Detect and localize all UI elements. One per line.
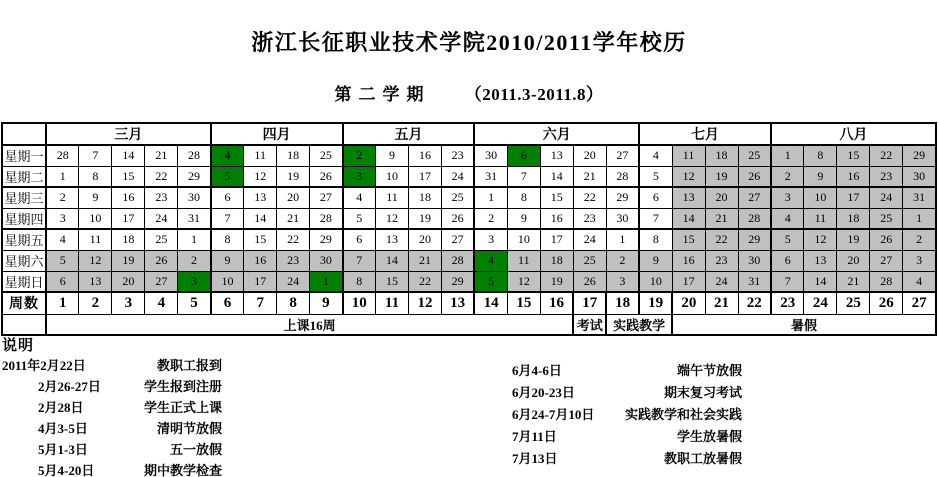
date-cell: 30 (474, 145, 507, 166)
date-cell: 29 (178, 166, 211, 187)
date-cell: 1 (771, 145, 804, 166)
date-cell: 26 (870, 229, 903, 250)
notes-left-column (2, 354, 222, 477)
note-description: 五一放假 (169, 442, 222, 457)
date-cell: 15 (376, 271, 409, 292)
week-number-cell: 2 (79, 292, 112, 314)
date-cell: 3 (606, 271, 639, 292)
notes-heading: 说明 (2, 338, 35, 354)
date-cell: 15 (672, 229, 705, 250)
date-cell: 22 (573, 187, 606, 208)
date-cell: 27 (870, 250, 903, 271)
note-line (512, 402, 742, 424)
date-cell: 12 (672, 166, 705, 187)
date-cell: 31 (474, 166, 507, 187)
date-cell: 14 (244, 208, 277, 229)
date-cell: 13 (672, 187, 705, 208)
date-cell: 27 (310, 187, 343, 208)
note-description: 期中教学检查 (143, 463, 222, 477)
date-cell: 30 (903, 166, 936, 187)
date-cell: 24 (277, 271, 310, 292)
note-date: 2月28日 (38, 400, 84, 415)
date-cell: 20 (705, 187, 738, 208)
date-cell: 18 (705, 145, 738, 166)
week-number-cell: 1 (46, 292, 79, 314)
date-cell: 25 (441, 187, 474, 208)
note-date: 6月4-6日 (512, 362, 562, 378)
date-cell: 7 (343, 250, 376, 271)
day-label: 星期四 (2, 208, 46, 229)
date-cell: 9 (639, 250, 672, 271)
note-line (2, 396, 222, 417)
holiday-date-cell: 1 (310, 271, 343, 292)
date-cell: 20 (408, 229, 441, 250)
week-number-cell: 14 (474, 292, 507, 314)
date-cell: 21 (705, 208, 738, 229)
date-cell: 10 (507, 229, 540, 250)
date-cell: 4 (771, 208, 804, 229)
date-cell: 4 (903, 271, 936, 292)
holiday-date-cell: 4 (211, 145, 244, 166)
date-cell: 1 (606, 229, 639, 250)
phase-row-label (2, 314, 46, 335)
day-label: 星期二 (2, 166, 46, 187)
phase-cell: 上课16周 (46, 314, 573, 335)
note-description: 学生正式上课 (143, 400, 222, 415)
date-cell: 26 (573, 271, 606, 292)
date-cell: 30 (738, 250, 771, 271)
month-header-cell: 六月 (474, 123, 639, 145)
date-cell: 29 (310, 229, 343, 250)
date-cell: 11 (79, 229, 112, 250)
date-cell: 4 (639, 145, 672, 166)
date-cell: 23 (870, 166, 903, 187)
week-number-cell: 7 (244, 292, 277, 314)
note-line (2, 459, 222, 477)
date-cell: 29 (903, 145, 936, 166)
date-cell: 27 (738, 187, 771, 208)
date-cell: 13 (376, 229, 409, 250)
date-cell: 21 (145, 145, 178, 166)
date-cell: 25 (145, 229, 178, 250)
date-cell: 5 (771, 229, 804, 250)
week-number-cell: 15 (507, 292, 540, 314)
phase-cell: 暑假 (672, 314, 936, 335)
date-cell: 6 (639, 187, 672, 208)
day-label: 星期六 (2, 250, 46, 271)
date-cell: 6 (343, 229, 376, 250)
date-cell: 12 (376, 208, 409, 229)
date-cell: 24 (573, 229, 606, 250)
day-label: 星期日 (2, 271, 46, 292)
note-line (2, 375, 222, 396)
date-cell: 20 (277, 187, 310, 208)
date-range-label: （2011.3-2011.8） (464, 85, 604, 104)
date-cell: 28 (310, 208, 343, 229)
date-cell: 17 (112, 208, 145, 229)
week-number-cell: 8 (277, 292, 310, 314)
date-cell: 6 (771, 250, 804, 271)
note-line (512, 424, 742, 446)
day-label: 星期五 (2, 229, 46, 250)
date-cell: 1 (178, 229, 211, 250)
date-cell: 31 (903, 187, 936, 208)
note-description: 期末复习考试 (663, 384, 742, 400)
note-description: 教职工放暑假 (663, 450, 742, 466)
note-description: 实践教学和社会实践 (624, 406, 742, 422)
date-cell: 7 (639, 208, 672, 229)
semester-label: 第二学期 (334, 85, 431, 104)
date-cell: 5 (343, 208, 376, 229)
note-line (2, 354, 222, 375)
date-cell: 24 (870, 187, 903, 208)
holiday-date-cell: 5 (474, 271, 507, 292)
note-date: 7月13日 (512, 450, 558, 466)
note-date: 2011年2月22日 (2, 358, 86, 373)
week-row-label: 周数 (2, 292, 46, 314)
date-cell: 22 (277, 229, 310, 250)
date-cell: 28 (178, 145, 211, 166)
date-cell: 12 (507, 271, 540, 292)
note-description: 学生放暑假 (676, 428, 742, 444)
date-cell: 8 (211, 229, 244, 250)
date-cell: 16 (244, 250, 277, 271)
date-cell: 18 (112, 229, 145, 250)
week-number-cell: 4 (145, 292, 178, 314)
date-cell: 16 (112, 187, 145, 208)
date-cell: 19 (540, 271, 573, 292)
note-description: 学生报到注册 (143, 379, 222, 394)
date-cell: 16 (672, 250, 705, 271)
date-cell: 10 (376, 166, 409, 187)
date-cell: 27 (441, 229, 474, 250)
holiday-date-cell: 6 (507, 145, 540, 166)
note-date: 6月24-7月10日 (512, 406, 595, 422)
date-cell: 7 (507, 166, 540, 187)
date-cell: 18 (277, 145, 310, 166)
date-cell: 10 (639, 271, 672, 292)
date-cell: 8 (507, 187, 540, 208)
date-cell: 13 (540, 145, 573, 166)
note-date: 5月1-3日 (38, 442, 88, 457)
date-cell: 28 (606, 166, 639, 187)
date-cell: 23 (573, 208, 606, 229)
date-cell: 7 (79, 145, 112, 166)
week-number-cell: 26 (870, 292, 903, 314)
date-cell: 2 (178, 250, 211, 271)
date-cell: 8 (79, 166, 112, 187)
date-cell: 3 (474, 229, 507, 250)
date-cell: 23 (705, 250, 738, 271)
week-number-cell: 23 (771, 292, 804, 314)
date-cell: 8 (639, 229, 672, 250)
date-cell: 11 (804, 208, 837, 229)
date-cell: 22 (870, 145, 903, 166)
date-cell: 4 (46, 229, 79, 250)
month-header-cell: 七月 (639, 123, 771, 145)
date-cell: 26 (441, 208, 474, 229)
date-cell: 21 (573, 166, 606, 187)
corner-cell (2, 123, 46, 145)
date-cell: 2 (771, 166, 804, 187)
date-cell: 23 (145, 187, 178, 208)
date-cell: 27 (606, 145, 639, 166)
holiday-date-cell: 4 (474, 250, 507, 271)
date-cell: 13 (79, 271, 112, 292)
date-cell: 26 (310, 166, 343, 187)
week-number-cell: 25 (837, 292, 870, 314)
date-cell: 2 (474, 208, 507, 229)
notes-right-column (512, 358, 742, 468)
date-cell: 3 (903, 250, 936, 271)
note-description: 清明节放假 (156, 421, 222, 436)
date-cell: 28 (441, 250, 474, 271)
week-number-cell: 20 (672, 292, 705, 314)
date-cell: 21 (277, 208, 310, 229)
phase-cell: 考试 (573, 314, 606, 335)
date-cell: 25 (870, 208, 903, 229)
phase-cell: 实践教学 (606, 314, 672, 335)
date-cell: 10 (804, 187, 837, 208)
date-cell: 11 (376, 187, 409, 208)
date-cell: 16 (408, 145, 441, 166)
note-line (2, 417, 222, 438)
week-number-cell: 17 (573, 292, 606, 314)
calendar-table (1, 122, 937, 336)
day-label: 星期一 (2, 145, 46, 166)
date-cell: 15 (244, 229, 277, 250)
note-description: 端午节放假 (676, 362, 742, 378)
date-cell: 15 (112, 166, 145, 187)
date-cell: 25 (738, 145, 771, 166)
note-date: 5月4-20日 (38, 463, 95, 477)
date-cell: 9 (804, 166, 837, 187)
date-cell: 11 (507, 250, 540, 271)
date-cell: 26 (738, 166, 771, 187)
date-cell: 10 (211, 271, 244, 292)
date-cell: 11 (244, 145, 277, 166)
date-cell: 6 (211, 187, 244, 208)
week-number-cell: 13 (441, 292, 474, 314)
page-title: 浙江长征职业技术学院2010/2011学年校历 (251, 30, 687, 55)
date-cell: 12 (804, 229, 837, 250)
week-number-cell: 10 (343, 292, 376, 314)
date-cell: 13 (244, 187, 277, 208)
date-cell: 30 (606, 208, 639, 229)
note-line (2, 438, 222, 459)
date-cell: 31 (178, 208, 211, 229)
date-cell: 7 (211, 208, 244, 229)
week-number-cell: 11 (376, 292, 409, 314)
date-cell: 18 (408, 187, 441, 208)
date-cell: 5 (46, 250, 79, 271)
date-cell: 19 (277, 166, 310, 187)
date-cell: 21 (408, 250, 441, 271)
date-cell: 24 (441, 166, 474, 187)
date-cell: 5 (639, 166, 672, 187)
day-label: 星期三 (2, 187, 46, 208)
date-cell: 19 (837, 229, 870, 250)
date-cell: 2 (903, 229, 936, 250)
date-cell: 15 (540, 187, 573, 208)
note-date: 2月26-27日 (38, 379, 101, 394)
date-cell: 17 (672, 271, 705, 292)
date-cell: 17 (408, 166, 441, 187)
date-cell: 6 (46, 271, 79, 292)
date-cell: 14 (804, 271, 837, 292)
holiday-date-cell: 3 (178, 271, 211, 292)
date-cell: 17 (837, 187, 870, 208)
date-cell: 16 (837, 166, 870, 187)
date-cell: 27 (145, 271, 178, 292)
note-line (512, 446, 742, 468)
month-header-cell: 三月 (46, 123, 211, 145)
date-cell: 30 (310, 250, 343, 271)
date-cell: 14 (540, 166, 573, 187)
month-header-cell: 四月 (211, 123, 343, 145)
date-cell: 25 (310, 145, 343, 166)
date-cell: 19 (408, 208, 441, 229)
note-date: 7月11日 (512, 428, 557, 444)
date-cell: 2 (46, 187, 79, 208)
date-cell: 31 (738, 271, 771, 292)
date-cell: 18 (837, 208, 870, 229)
date-cell: 19 (112, 250, 145, 271)
note-date: 4月3-5日 (38, 421, 88, 436)
holiday-date-cell: 2 (343, 145, 376, 166)
date-cell: 9 (211, 250, 244, 271)
week-number-cell: 6 (211, 292, 244, 314)
date-cell: 28 (46, 145, 79, 166)
date-cell: 8 (804, 145, 837, 166)
date-cell: 9 (507, 208, 540, 229)
date-cell: 12 (244, 166, 277, 187)
date-cell: 15 (837, 145, 870, 166)
date-cell: 24 (145, 208, 178, 229)
date-cell: 16 (540, 208, 573, 229)
week-number-cell: 24 (804, 292, 837, 314)
date-cell: 4 (343, 187, 376, 208)
week-number-cell: 9 (310, 292, 343, 314)
page-subtitle (0, 80, 938, 105)
date-cell: 14 (672, 208, 705, 229)
date-cell: 20 (112, 271, 145, 292)
date-cell: 20 (837, 250, 870, 271)
week-number-cell: 22 (738, 292, 771, 314)
note-date: 6月20-23日 (512, 384, 575, 400)
date-cell: 30 (178, 187, 211, 208)
date-cell: 22 (145, 166, 178, 187)
date-cell: 29 (606, 187, 639, 208)
date-cell: 9 (376, 145, 409, 166)
note-line (512, 358, 742, 380)
date-cell: 28 (738, 208, 771, 229)
date-cell: 14 (112, 145, 145, 166)
date-cell: 21 (837, 271, 870, 292)
date-cell: 17 (244, 271, 277, 292)
date-cell: 26 (145, 250, 178, 271)
week-number-cell: 12 (408, 292, 441, 314)
date-cell: 19 (705, 166, 738, 187)
week-number-cell: 18 (606, 292, 639, 314)
date-cell: 2 (606, 250, 639, 271)
date-cell: 28 (870, 271, 903, 292)
date-cell: 23 (277, 250, 310, 271)
week-number-cell: 27 (903, 292, 936, 314)
note-description: 教职工报到 (156, 358, 222, 373)
month-header-cell: 八月 (771, 123, 936, 145)
date-cell: 25 (573, 250, 606, 271)
note-line (512, 380, 742, 402)
date-cell: 11 (672, 145, 705, 166)
date-cell: 29 (441, 271, 474, 292)
date-cell: 7 (771, 271, 804, 292)
week-number-cell: 16 (540, 292, 573, 314)
date-cell: 1 (474, 187, 507, 208)
week-number-cell: 21 (705, 292, 738, 314)
week-number-cell: 5 (178, 292, 211, 314)
date-cell: 1 (46, 166, 79, 187)
date-cell: 3 (46, 208, 79, 229)
date-cell: 29 (738, 229, 771, 250)
holiday-date-cell: 5 (211, 166, 244, 187)
date-cell: 23 (441, 145, 474, 166)
date-cell: 1 (903, 208, 936, 229)
date-cell: 10 (79, 208, 112, 229)
date-cell: 8 (343, 271, 376, 292)
date-cell: 17 (540, 229, 573, 250)
month-header-cell: 五月 (343, 123, 475, 145)
date-cell: 18 (540, 250, 573, 271)
date-cell: 22 (408, 271, 441, 292)
week-number-cell: 3 (112, 292, 145, 314)
holiday-date-cell: 3 (343, 166, 376, 187)
week-number-cell: 19 (639, 292, 672, 314)
date-cell: 14 (376, 250, 409, 271)
date-cell: 24 (705, 271, 738, 292)
date-cell: 22 (705, 229, 738, 250)
date-cell: 3 (771, 187, 804, 208)
date-cell: 9 (79, 187, 112, 208)
date-cell: 20 (573, 145, 606, 166)
date-cell: 12 (79, 250, 112, 271)
date-cell: 13 (804, 250, 837, 271)
